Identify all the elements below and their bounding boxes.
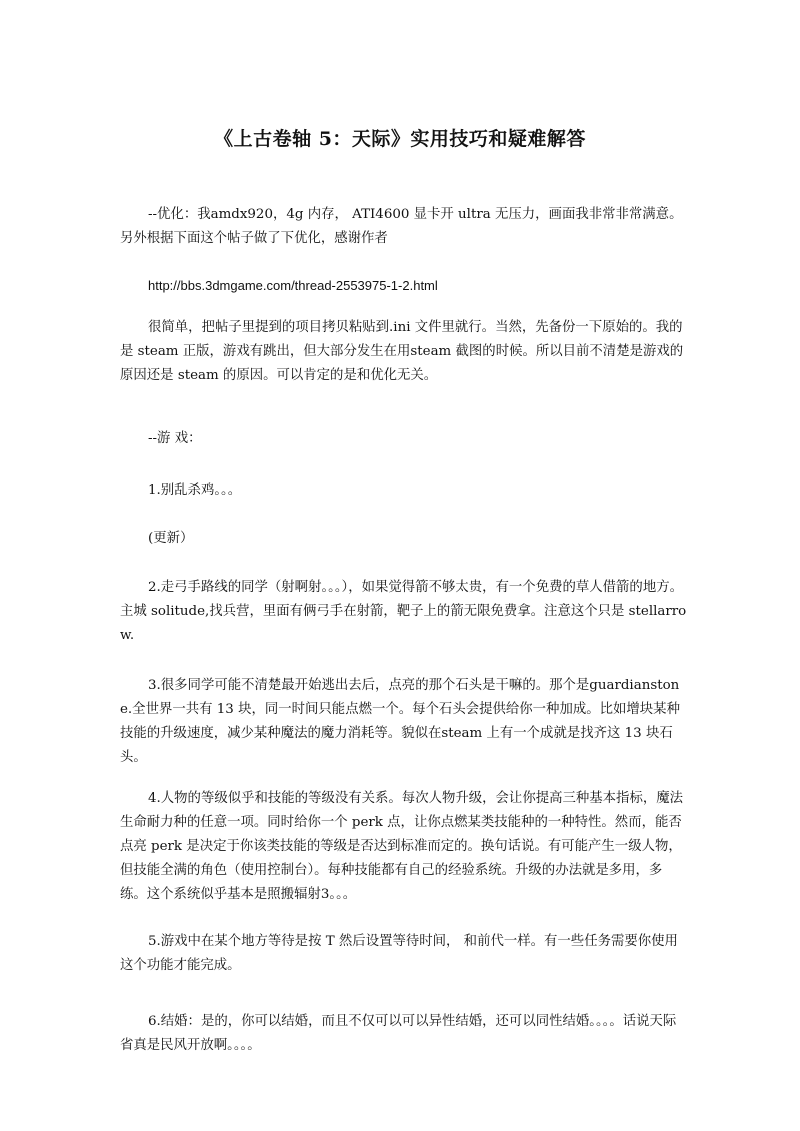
tip-3: 3.很多同学可能不清楚最开始逃出去后，点亮的那个石头是干嘛的。那个是guardianstone.全世界一共有 13 块，同一时间只能点燃一个。每个石头会提供给你一种加成。比如增块某种技能的升级速度，减少某种魔法的魔力消耗等。貌似在steam 上有一个成就是找齐这 13 块石头。 [120, 678, 680, 765]
tip-4: 4.人物的等级似乎和技能的等级没有关系。每次人物升级，会让你提高三种基本指标，魔法生命耐力种的任意一项。同时给你一个 perk 点，让你点燃某类技能种的一种特性。然而，能否点亮 perk 是决定于你该类技能的等级是否达到标准而定的。换句话说。有可能产生一级人物，但技能全满的角色（使用控制台）。每种技能都有自己的经验系统。升级的办法就是多用，多练。这个系统似乎基本是照搬辐射3。。。 [120, 791, 684, 902]
document-title: 《上古卷轴 5：天际》实用技巧和疑难解答 [214, 128, 586, 150]
paragraph-ini-explanation: 很简单，把帖子里提到的项目拷贝粘贴到.ini 文件里就行。当然，先备份一下原始的。我的是 steam 正版，游戏有跳出，但大部分发生在用steam 截图的时候。所以目前不清楚是游戏的原因还是 steam 的原因。可以肯定的是和优化无关。 [120, 320, 684, 383]
tip-6: 6.结婚：是的，你可以结婚，而且不仅可以可以异性结婚，还可以同性结婚。。。。话说天际省真是民风开放啊。。。。 [120, 1014, 677, 1053]
paragraph-url-link[interactable]: http://bbs.3dmgame.com/thread-2553975-1-2.html [148, 278, 438, 293]
paragraph-optimization: --优化：我amdx920，4g 内存， ATI4600 显卡开 ultra 无压力，画面我非常非常满意。另外根据下面这个帖子做了下优化，感谢作者 [120, 207, 683, 246]
section-heading-game: --游 戏： [148, 431, 202, 446]
tip-2: 2.走弓手路线的同学（射啊射。。。），如果觉得箭不够太贵，有一个免费的草人借箭的地方。主城 solitude,找兵营，里面有俩弓手在射箭，靶子上的箭无限免费拿。注意这个只是 stellarrow. [120, 580, 687, 643]
update-note: (更新） [148, 531, 194, 546]
tip-1: 1.别乱杀鸡。。。 [148, 483, 242, 498]
tip-5: 5.游戏中在某个地方等待是按 T 然后设置等待时间， 和前代一样。有一些任务需要你使用这个功能才能完成。 [120, 934, 678, 973]
